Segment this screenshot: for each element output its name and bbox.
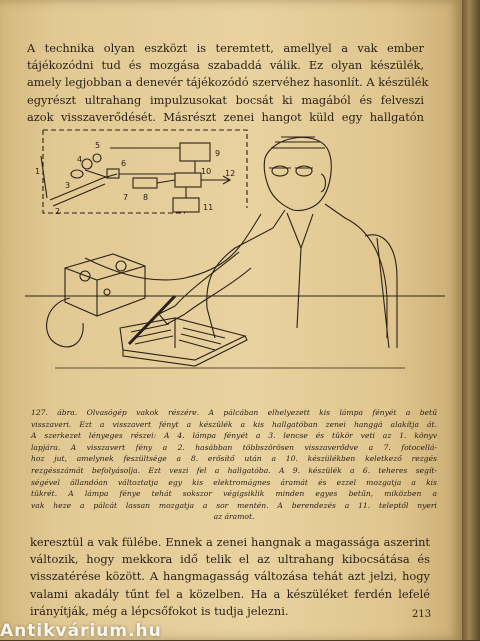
caption-line: ségével állandóan változtatja egy kis elektromágnes áramát és ezzel mozgatja a kis [31, 477, 437, 487]
figure-label: 3 [65, 181, 71, 190]
text-line: valami akadály tűnt fel a közelben. Ha a készüléket ferdén lefelé [30, 586, 430, 601]
figure-label: 4 [77, 155, 83, 164]
page-number: 213 [412, 609, 432, 620]
reading-machine-illustration [25, 118, 445, 403]
figure-label: 2 [55, 207, 61, 216]
caption-line: tükrét. A lámpa fénye tehát sokszor végigsiklik minden egyes betűn, miközben a [31, 489, 437, 499]
figure-caption [31, 407, 437, 523]
figure-label: 7 [123, 193, 129, 202]
caption-line: visszaveri. Ezt a visszavert fényt a készülék a kis hallgatóban zenei hanggá alakítja át. [31, 419, 437, 429]
figure-label: 10 [201, 167, 212, 176]
figure-label: 12 [225, 169, 236, 178]
text-line: keresztül a vak fülébe. Ennek a zenei hangnak a magassága aszerint [30, 535, 430, 549]
text-line: változik, hogy mekkora idő telik el az ultrahang kibocsátása és [30, 552, 430, 567]
text-line: azok visszaverődését. Másrészt zenei hangot küld egy hallgatón [27, 109, 424, 124]
text-line: amely legjobban a denevér tájékozódó szervéhez hasonlít. A készülék [27, 75, 429, 90]
caption-line: 127. ábra. Olvasógép vakok részére. A pálcában elhelyezett kis lámpa fényét a betű [31, 408, 437, 417]
caption-line: hoz jut, amelynek feszültsége a 8. erősítő után a 10. készülékben keletkező rezgés [31, 454, 437, 464]
caption-line: rezgésszámát befolyásolja. Ezt veszi fel a hallgatóba. A 9. készülék a 6. teheres segít- [31, 465, 437, 475]
watermark: Antikvárium.hu [0, 621, 162, 641]
caption-line: vak heze a pálcát lassan mozgatja a sor mentén. A berendezés a 11. teleptől nyeri [31, 500, 437, 510]
text-line: irányítják, még a lépcsőfokot is tudja jelezni. [30, 603, 289, 618]
caption-line: A szerkezet lényeges részei: A 4. lámpa fényét a 3. lencse és tükör veti az 1. könyv [31, 431, 437, 441]
text-line: tájékozódni tud és mozgása szabaddá válik. Ez olyan készülék, [27, 58, 424, 73]
text-line: egyrészt ultrahang impulzusokat bocsát ki magából és felveszi [27, 92, 424, 107]
figure-label: 1 [35, 167, 41, 176]
caption-line: lapjára. A visszavert fény a 2. hasábban többszörösen visszaverődve a 7. fotocellá- [31, 442, 437, 452]
figure-label: 9 [215, 149, 221, 158]
text-line: visszatérése között. A hangmagasság változása tehát azt jelzi, hogy [30, 569, 430, 584]
figure-label: 5 [95, 141, 101, 150]
book-spine-edge [462, 0, 480, 640]
text-line: A technika olyan eszközt is teremtett, amellyel a vak ember [27, 41, 424, 55]
figure-label: 6 [121, 159, 127, 168]
caption-line: az áramot. [213, 512, 255, 522]
figure-label: 11 [203, 203, 214, 212]
paragraph-intro [27, 40, 429, 126]
figure-label: 8 [143, 193, 149, 202]
paragraph-continuation [30, 534, 430, 620]
